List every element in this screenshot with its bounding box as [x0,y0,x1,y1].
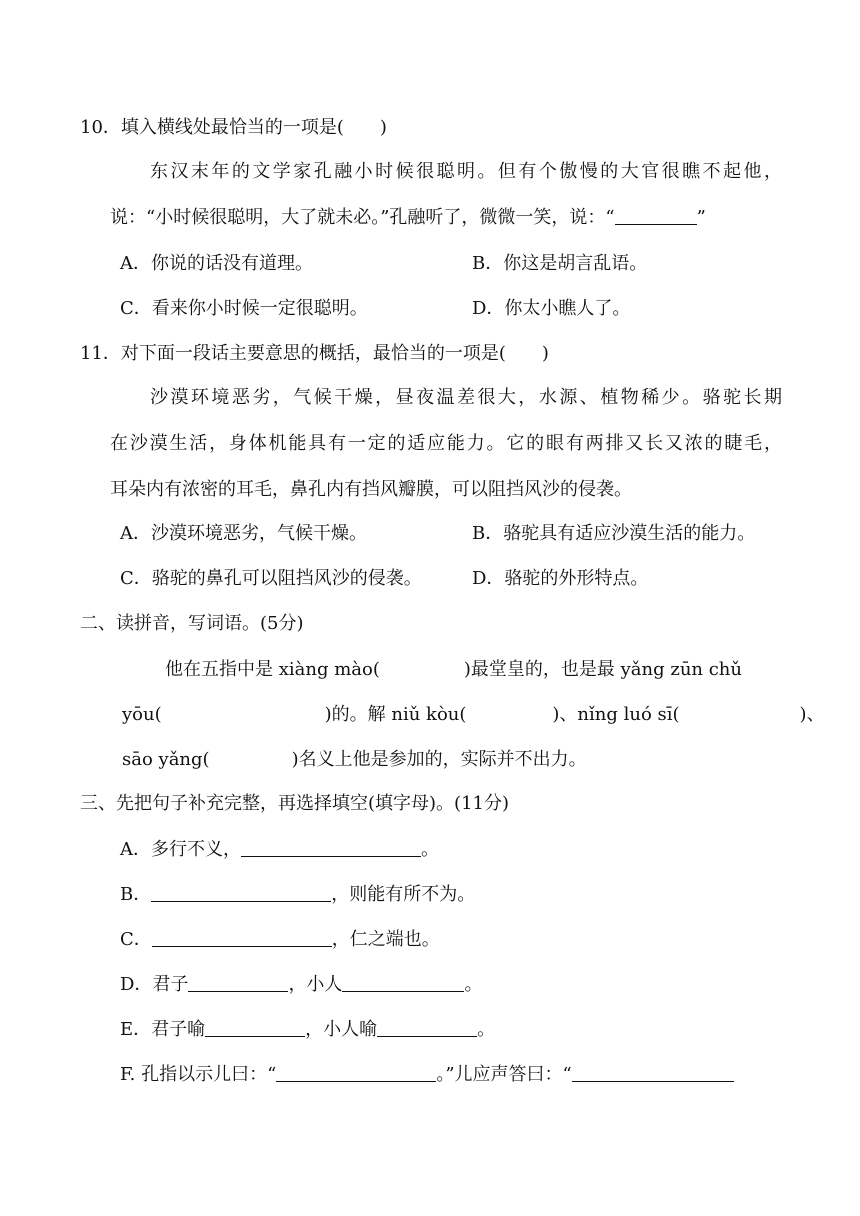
pinyin-line-2 [122,703,825,727]
answer-blank[interactable] [377,1018,477,1037]
sentence-text: ，仁之端也。 [331,929,440,950]
closing-quote: ” [696,207,706,228]
sentence-text: ，小人 [288,974,343,995]
sentence-text: ，则能有所不为。 [331,884,476,905]
pinyin-text: )最堂皇的，也是最 yǎng zūn chǔ [463,659,742,680]
sentence-text: 。 [477,1019,496,1040]
q10-option-c[interactable]: C．看来你小时候一定很聪明。 [120,298,368,319]
answer-blank[interactable] [241,838,421,857]
sentence-text: A．多行不义， [120,839,241,860]
answer-blank[interactable] [188,973,288,992]
sentence-text: C． [120,929,152,950]
pinyin-text: )名义上他是参加的，实际并不出力。 [291,749,587,770]
answer-blank[interactable] [276,1063,436,1082]
q11-option-c[interactable]: C．骆驼的鼻孔可以阻挡风沙的侵袭。 [120,568,422,589]
sentence-text: E．君子喻 [120,1019,206,1040]
answer-blank[interactable] [342,973,464,992]
pinyin-text: yōu( [122,704,162,725]
pinyin-line-1 [165,658,742,682]
q11-passage-line-3: 耳朵内有浓密的耳毛，鼻孔内有挡风瓣膜，可以阻挡风沙的侵袭。 [110,479,632,500]
sentence-text: 。 [464,974,483,995]
q11-option-a[interactable]: A．沙漠环境恶劣，气候干燥。 [120,523,367,544]
sentence-text: B． [120,884,152,905]
q10-passage-line-2 [110,206,706,230]
q10-option-b[interactable]: B．你这是胡言乱语。 [472,253,648,274]
q10-title: 10．填入横线处最恰当的一项是( ) [80,117,387,138]
answer-blank[interactable] [572,1063,734,1082]
answer-blank[interactable] [152,928,332,947]
pinyin-text: )、nǐng luó sī( [552,704,680,725]
pinyin-text: 他在五指中是 xiàng mào( [165,659,380,680]
q10-passage-line-2-text: 说：“小时候很聪明，大了就未必。”孔融听了，微微一笑，说：“ [110,207,615,228]
pinyin-line-3 [122,748,587,772]
q11-passage-line-2: 在沙漠生活，身体机能具有一定的适应能力。它的眼有两排又长又浓的睫毛， [110,433,782,454]
section-3-title: 三、先把句子补充完整，再选择填空(填字母)。(11分) [80,793,509,814]
sentence-a [120,838,439,862]
pinyin-text: )的。解 niǔ kòu( [324,704,467,725]
pinyin-text: )、 [799,704,825,725]
q11-option-d[interactable]: D．骆驼的外形特点。 [472,568,649,589]
q11-title: 11．对下面一段话主要意思的概括，最恰当的一项是( ) [80,343,549,364]
sentence-text: D．君子 [120,974,189,995]
q11-passage-line-1: 沙漠环境恶劣，气候干燥，昼夜温差很大，水源、植物稀少。骆驼长期 [150,387,782,408]
sentence-text: 。”儿应声答曰：“ [436,1064,572,1085]
q10-option-d[interactable]: D．你太小瞧人了。 [472,298,631,319]
sentence-e [120,1018,495,1042]
section-2-title: 二、读拼音，写词语。(5分) [80,613,304,634]
sentence-text: 。 [421,839,439,860]
sentence-b [120,883,475,907]
pinyin-text: sāo yǎng( [122,749,210,770]
q10-option-a[interactable]: A．你说的话没有道理。 [120,253,313,274]
sentence-f [120,1063,734,1087]
q11-option-b[interactable]: B．骆驼具有适应沙漠生活的能力。 [472,523,756,544]
sentence-text: ，小人喻 [305,1019,378,1040]
sentence-c [120,928,440,952]
answer-blank[interactable] [205,1018,305,1037]
sentence-d [120,973,482,997]
answer-blank[interactable] [151,883,331,902]
answer-blank[interactable] [615,206,697,225]
sentence-text: F. 孔指以示儿曰：“ [120,1064,277,1085]
q10-passage-line-1: 东汉末年的文学家孔融小时候很聪明。但有个傲慢的大官很瞧不起他， [150,161,782,182]
